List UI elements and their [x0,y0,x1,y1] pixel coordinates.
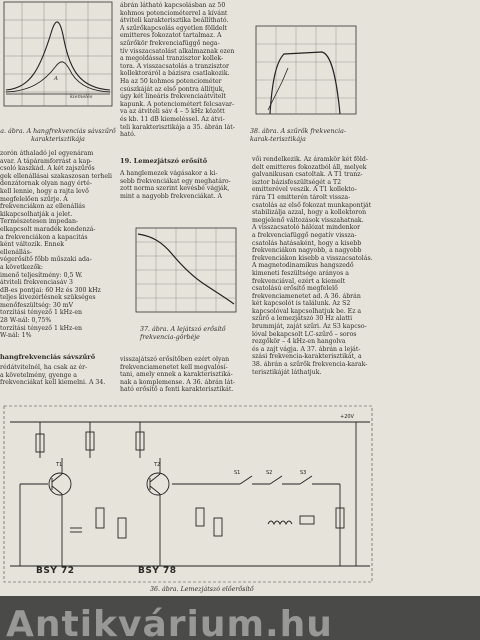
text-line: frekvenciamenetet kell megvalósí- [120,363,228,371]
text-line: menőfeszültség: 30 mV [0,301,74,309]
text-line: imenő teljesítmény: 0,5 W. [0,271,83,279]
text-line: avar. A tápáramforrást a kap- [0,157,93,165]
text-line: galvanikusan csatoltak. A T1 tranz- [252,171,363,179]
text-line: frekvenciákat kell kiemelni. A 34. [0,379,106,387]
column-left [0,150,112,340]
text-line: kimeneti feszültsége arányos a [252,269,349,277]
text-line: vői rendelkezik. Az áramkör két föld- [252,156,368,163]
text-line: brummját, zaját szűri. Az S3 kapcso- [252,323,367,331]
figure-bandpass-response [0,0,118,112]
text-line: a frekvenciafüggő negatív vissza- [252,231,357,239]
text-line: A magnetodinamikus hangszedő [252,262,354,270]
figure-caption-36: 36. ábra. Lemezjátszó előerősítő [150,586,254,593]
column-right [252,156,378,376]
text-line: mint a nagyobb frekvenciákat. A [120,192,222,200]
text-line: kollektoráról a bázisra csatlakozik. [120,70,230,78]
text-line: frekvenciákon kisebb a visszacsatolás. [252,254,373,262]
text-line: csatolás az első fokozat munkapontját [252,201,372,209]
text-line: sebb frekvenciákat egy meghatáro- [120,177,231,185]
svg-text:S3: S3 [300,470,307,476]
text-line: ható erősítő a fenti karakterisztikát. [120,386,234,394]
text-line: tora. A visszacsatolás a tranzisztor [120,62,229,70]
svg-text:S2: S2 [266,470,273,476]
text-line: csoló kaszkád. A két zajszűrős [0,165,95,173]
text-line: A hanglemezek vágásakor a ki- [120,170,218,177]
text-line: kell lennie, hogy a rajta levő [0,187,89,195]
text-line: terisztikáját láthatjuk. [252,368,322,376]
text-line: csatolás hatásaként, hogy a kisebb [252,239,362,247]
text-line: Természetesen impedan- [0,218,79,226]
transistor-label-t2: BSY 78 [138,566,177,576]
text-line: frekvenciákon nagyobb, a nagyobb [252,247,362,255]
text-line: gek ellenállásai szakaszosan terheli [0,172,113,180]
text-line: ábrán látható kapcsolásban az 50 [120,2,226,9]
text-line: A szűrőkapcsolás egyetlen fölldelt [120,24,228,32]
svg-text:S1: S1 [234,470,241,476]
text-line: rezgőkör – 4 kHz-en hangolva [252,338,346,346]
text-line: végerősítő főbb műszaki ada- [0,256,92,264]
figure-filter-response [252,22,362,122]
figure-playback-response [132,222,244,322]
text-line: dB-es pontjai: 60 Hz és 300 kHz [0,286,101,294]
figure-caption-34: a. ábra. A hangfrekvenciás sávszűrő karakterisztikája [0,128,116,143]
text-line: csúszkáját az első pontra állítjuk, [120,85,225,93]
text-line: visszajátszó erősítőben ezért olyan [120,356,230,363]
text-line: szási frekvencia-karakterisztikát, a [252,353,362,361]
text-line: ként változik. Ennek [0,241,65,249]
text-line: csatolású erősítő megfelelő [252,285,338,293]
text-line: átviteli frekvenciasáv 3 [0,279,73,287]
text-line: a frekvenciákon a kapacitás [0,233,88,241]
figure-label-b: kiemelés [70,94,93,100]
section-heading-19: 19. Lemezjátszó erősítő [120,157,208,165]
text-line: lóval bekapcsolt LC-szűrő – soros [252,330,357,338]
text-line: emitterével veszik. A T1 kollekto- [252,186,357,194]
text-line: szűrő a lemezjátszó 30 Hz alatti [252,315,353,323]
section-heading-bandpass: hangfrekvenciás sávszűrő [0,353,96,361]
text-line: nak a komplemense. A 36. ábrán lát- [120,378,236,386]
text-line: kikapcsolhatják a jelet. [0,210,73,218]
text-line: megjelenő változások visszahatnak. [252,216,364,224]
text-line: frekvenciamenetet ad. A 36. ábrán [252,292,361,300]
text-line: kohmos potenciométerrel a kívánt [120,9,228,17]
text-line: frekvenciákon az ellenállás [0,203,86,211]
text-line: zorón áthaladó jel egyenáram [0,150,94,157]
text-line: Ha az 50 kohmos potenciométer [120,77,222,85]
text-line: a megoldással tranzisztor kollek- [120,55,224,63]
text-line: ellenállás- [0,248,32,256]
column-middle-after [120,356,248,394]
text-line: rára T1 emitterén tárolt vissza- [252,193,351,201]
column-middle-lower [120,170,248,200]
text-line: denzátornak olyan nagy érté- [0,180,92,188]
text-line: tani, amely ennek a karakterisztiká- [120,371,233,379]
svg-text:+20V: +20V [340,414,354,420]
text-line: zott norma szerint kevésbé vágják, [120,185,230,193]
text-line: elkapcsolt maradék kondenzá- [0,225,96,233]
text-line: kapunk. A potenciométert felcsavar- [120,100,235,108]
text-line: a következők: [0,263,44,271]
text-line: A visszacsatoló hálózat mindenkor [252,224,361,232]
text-line: va az átviteli sáv 4 – 5 kHz között [120,108,225,116]
text-line: két kapcsolót is találunk. Az S2 [252,300,351,308]
text-line: isztor bázisfeszültségét a T2 [252,178,342,186]
column-left-bottom [0,364,112,387]
watermark: Antikvárium.hu [6,604,333,640]
figure-caption-38: 38. ábra. A szűrők frekvencia-karak-terisztikája [250,128,346,143]
text-line: és a zajt vágja. A 37. ábrán a leját- [252,345,361,353]
text-line: a követelmény, gyenge a [0,371,77,379]
column-middle-top [120,2,248,139]
text-line: teljes kivezérlésnek szükséges [0,294,96,302]
text-line: torzítási tényező 1 kHz-en [0,309,82,317]
text-line: ható. [120,131,136,139]
svg-text:T1: T1 [56,462,63,468]
transistor-label-t1: BSY 72 [36,566,75,576]
text-line: rédátvitelnél, ha csak az ér- [0,364,88,371]
text-line: és kb. 11 dB kiemeléssel. Az átvi- [120,115,225,123]
figure-caption-37: 37. ábra. A lejátszó erősítő frekvencia-görbéje [140,326,226,341]
text-line: W-nál: 1% [0,332,32,340]
text-line: átviteli karakterisztika beállítható. [120,17,229,25]
text-line: torzítási tényező 1 kHz-en [0,324,82,332]
text-line: szűrőkör frekvenciafüggő nega- [120,39,220,47]
text-line: kapcsolóval kapcsolhatjuk be. Ez a [252,307,362,315]
text-line: tív visszacsatolást alkalmaznak ezen [120,47,235,55]
text-line: emitteres fokozatot tartalmaz. A [120,32,222,40]
text-line: teli karakterisztikája a 35. ábrán lát- [120,123,235,131]
text-line: úgy két lineáris frekvenciaátvitelt [120,93,226,101]
text-line: 28 W-nál: 0,75% [0,317,52,325]
text-line: 38. ábrán a szűrők frekvencia-karak- [252,361,368,369]
figure-label-a: A [54,76,58,82]
text-line: frekvenciával, ezért a kiemelt [252,277,346,285]
text-line: stabilizálja azzal, hogy a kollektoron [252,209,367,217]
text-line: delt emitteres fokozatból áll, melyek [252,163,367,171]
text-line: megfelelően szűrje. A [0,195,68,203]
svg-text:T2: T2 [154,462,161,468]
